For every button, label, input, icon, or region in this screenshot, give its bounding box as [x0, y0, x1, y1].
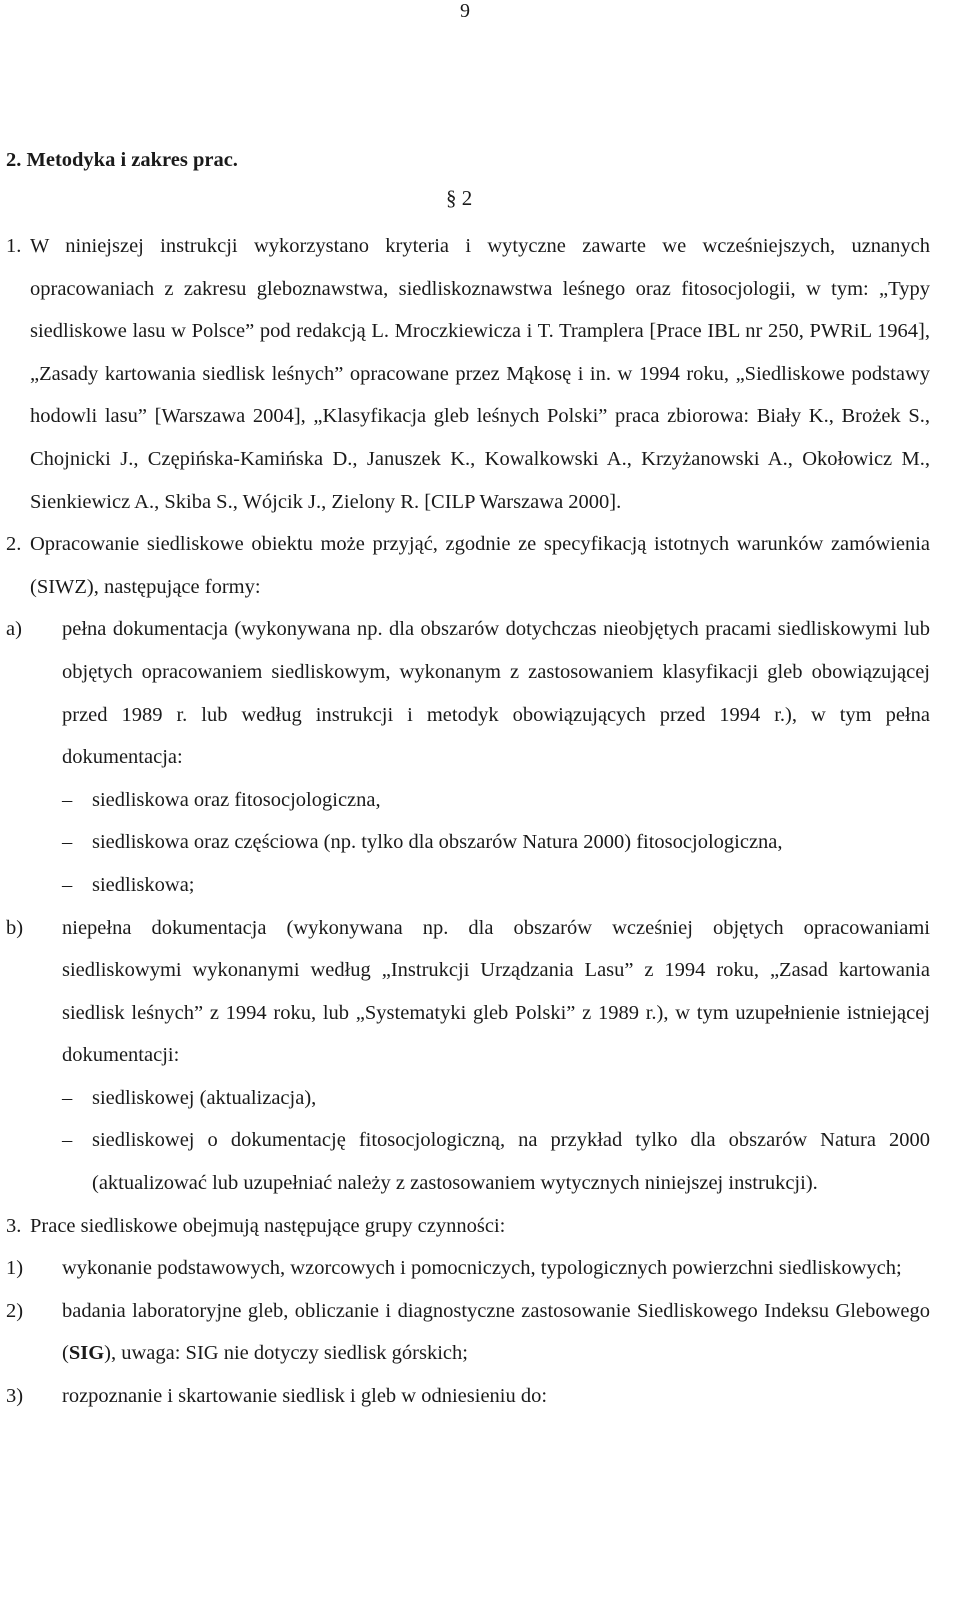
subpoint-1 — [6, 1247, 930, 1290]
point-3 — [6, 1205, 930, 1248]
dash-text: siedliskowej o dokumentację fitosocjologiczną, na przykład tylko dla obszarów Natura 2000 (aktualizować lub uzupełniać należy z zastosowaniem wytycznych niniejszej instrukcji). — [92, 1129, 930, 1195]
paragraph-symbol: § 2 — [446, 186, 473, 210]
point-1 — [6, 225, 930, 523]
subpoint-number: 3) — [6, 1385, 24, 1408]
subpoint-text — [62, 1290, 930, 1375]
dash-text: siedliskowa oraz fitosocjologiczna, — [92, 788, 381, 811]
subpoint-letter: b) — [6, 916, 24, 939]
subpoint-3 — [6, 1375, 930, 1418]
dash-item — [6, 821, 930, 864]
point-text: W niniejszej instrukcji wykorzystano kryteria i wytyczne zawarte we wcześniejszych, uznanych opracowaniach z zakresu gleboznawstwa, siedliskoznawstwa leśnego oraz fitosocjologii, w tym: „Typy siedliskowe lasu w Polsce” pod redakcją L. Mroczkiewicza i T. Tramplera [Prace IBL nr 250, PWRiL 1964], „Zasady kartowania siedlisk leśnych” opracowane przez Mąkosę i in. w 1994 roku, „Siedliskowe podstawy hodowli lasu” [Warszawa 2004], „Klasyfikacja gleb leśnych Polski” praca zbiorowa: Biały K., Brożek S., Chojnicki J., Czępińska-Kamińska D., Januszek K., Kowalkowski A., Krzyżanowski A., Okołowicz M., Sienkiewicz A., Skiba S., Wójcik J., Zielony R. [CILP Warszawa 2000]. — [30, 235, 930, 513]
dash-marker: – — [62, 1129, 73, 1152]
subpoint-letter: a) — [6, 618, 22, 641]
point-number: 2. — [6, 533, 22, 556]
subpoint-number: 1) — [6, 1257, 24, 1280]
point-text: Opracowanie siedliskowe obiektu może przyjąć, zgodnie ze specyfikacją istotnych warunków zamówienia (SIWZ), następujące formy: — [30, 533, 930, 598]
point-text: Prace siedliskowe obejmują następujące grupy czynności: — [30, 1214, 506, 1237]
dash-text: siedliskowa; — [92, 873, 195, 896]
subpoint-b — [6, 907, 930, 1077]
point-2 — [6, 523, 930, 608]
dash-marker: – — [62, 1086, 73, 1109]
point-number: 3. — [6, 1214, 22, 1237]
dash-text: siedliskowa oraz częściowa (np. tylko dla obszarów Natura 2000) fitosocjologiczna, — [92, 831, 783, 854]
dash-item — [6, 779, 930, 822]
document-body — [6, 225, 930, 1418]
dash-item — [6, 1119, 930, 1204]
sig-abbreviation: SIG — [68, 1342, 105, 1365]
subpoint-2 — [6, 1290, 930, 1375]
section-heading: 2. Metodyka i zakres prac. — [6, 149, 238, 171]
subpoint-a — [6, 608, 930, 778]
dash-marker: – — [62, 831, 73, 854]
dash-marker: – — [62, 873, 73, 896]
point-number: 1. — [6, 235, 22, 257]
dash-marker: – — [62, 788, 73, 811]
dash-item — [6, 864, 930, 907]
subpoint-text-part: ), uwaga: SIG nie dotyczy siedlisk górskich; — [104, 1342, 468, 1365]
subpoint-text: rozpoznanie i skartowanie siedlisk i gleb w odniesieniu do: — [62, 1385, 548, 1408]
dash-text: siedliskowej (aktualizacja), — [92, 1086, 317, 1109]
dash-item — [6, 1077, 930, 1120]
subpoint-text: pełna dokumentacja (wykonywana np. dla obszarów dotychczas nieobjętych pracami siedliskowymi lub objętych opracowaniem siedliskowym, wykonanym z zastosowaniem klasyfikacji gleb obowiązującej przed 1989 r. lub według instrukcji i metodyk obowiązujących przed 1994 r.), w tym pełna dokumentacja: — [62, 618, 930, 769]
subpoint-text: niepełna dokumentacja (wykonywana np. dla obszarów wcześniej objętych opracowaniami siedliskowymi wykonanymi według „Instrukcji Urządzania Lasu” z 1994 roku, „Zasad kartowania siedlisk leśnych” z 1994 roku, lub „Systematyki gleb Polski” z 1989 r.), w tym uzupełnienie istniejącej dokumentacji: — [62, 916, 930, 1067]
page-number: 9 — [460, 0, 470, 22]
subpoint-text-part: badania laboratoryjne gleb, obliczanie i diagnostyczne zastosowanie Siedliskowego Indeksu Glebowego ( — [62, 1299, 930, 1365]
subpoint-number: 2) — [6, 1299, 24, 1322]
subpoint-text: wykonanie podstawowych, wzorcowych i pomocniczych, typologicznych powierzchni siedliskowych; — [62, 1257, 902, 1280]
